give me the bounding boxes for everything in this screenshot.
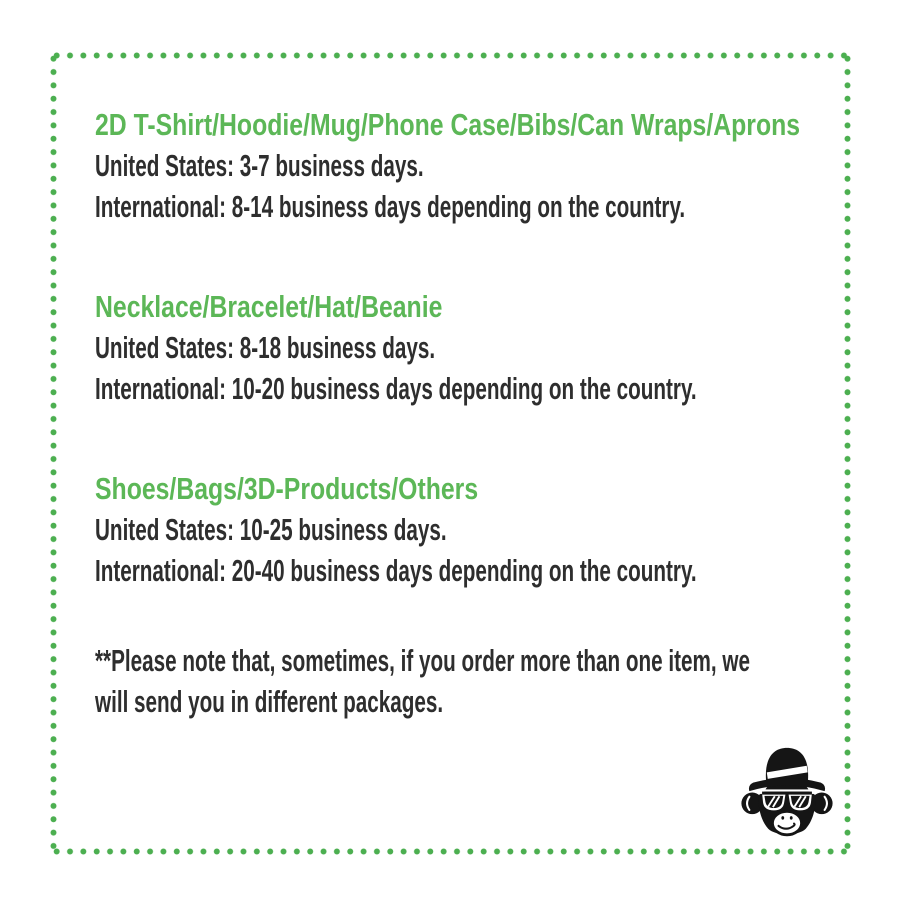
international-shipping-time: International: 8-14 business days depending on the country.	[95, 189, 686, 224]
shipping-section-2d-products	[95, 104, 900, 227]
international-shipping-time: International: 10-20 business days depending on the country.	[95, 371, 697, 406]
section-heading: Necklace/Bracelet/Hat/Beanie	[95, 289, 443, 324]
shipping-section-3d-products	[95, 468, 900, 591]
shipping-info-content	[95, 104, 900, 722]
packaging-note	[95, 640, 900, 722]
bowler-hat-icon	[749, 748, 825, 791]
us-shipping-time: United States: 8-18 business days.	[95, 330, 436, 365]
international-shipping-time: International: 20-40 business days depending on the country.	[95, 553, 697, 588]
monkey-mascot-logo	[740, 744, 834, 842]
packaging-note-line2: will send you in different packages.	[95, 684, 444, 719]
dotted-border-top	[50, 52, 851, 59]
section-heading: Shoes/Bags/3D-Products/Others	[95, 471, 479, 506]
monkey-muzzle	[772, 811, 801, 835]
section-heading: 2D T-Shirt/Hoodie/Mug/Phone Case/Bibs/Can Wraps/Aprons	[95, 107, 801, 142]
us-shipping-time: United States: 3-7 business days.	[95, 148, 424, 183]
dotted-border-bottom	[50, 848, 851, 855]
dotted-border-left	[50, 52, 57, 855]
us-shipping-time: United States: 10-25 business days.	[95, 512, 447, 547]
packaging-note-line1: **Please note that, sometimes, if you order more than one item, we	[95, 643, 750, 678]
shipping-section-accessories	[95, 286, 900, 409]
